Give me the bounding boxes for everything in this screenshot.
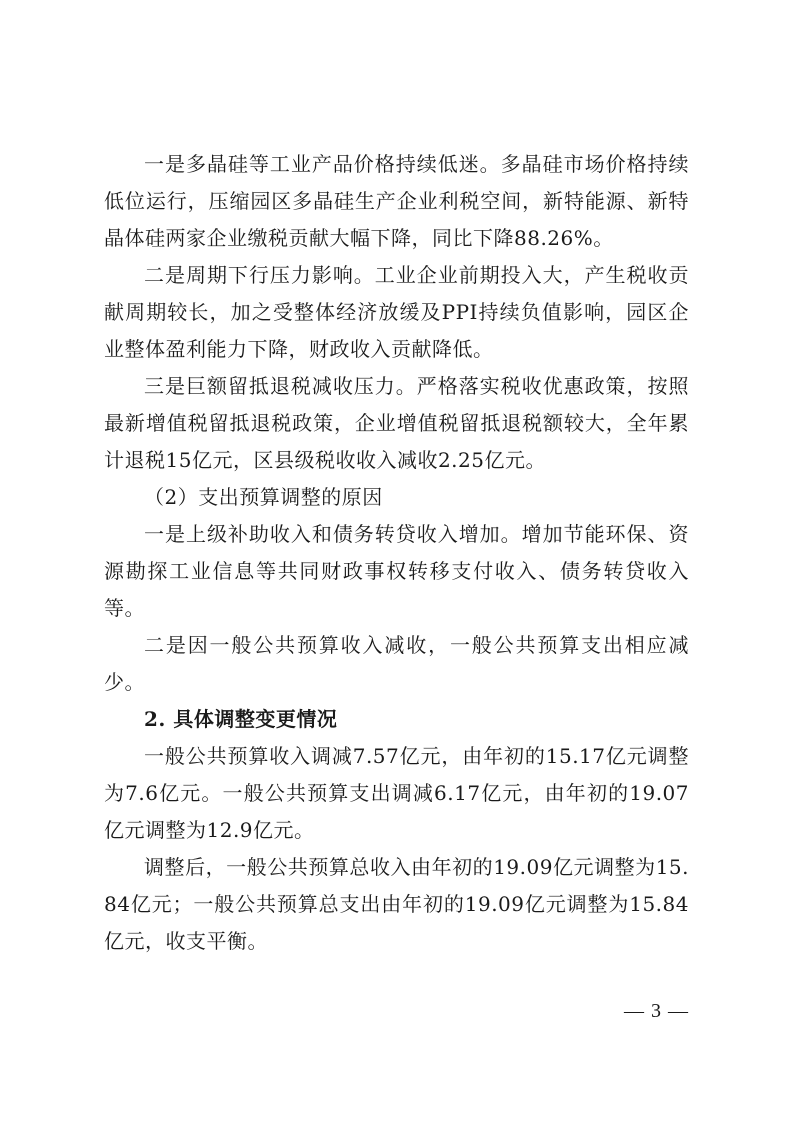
paragraph-budget-adjustment: 一般公共预算收入调减7.57亿元，由年初的15.17亿元调整为7.6亿元。一般公共预算支出调减6.17亿元，由年初的19.07亿元调整为12.9亿元。 [104, 744, 689, 842]
section-heading-adjustment: 2. 具体调整变更情况 [144, 707, 338, 731]
paragraph-expenditure-reduction: 二是因一般公共预算收入减收，一般公共预算支出相应减少。 [104, 633, 689, 694]
paragraph-subsidy-income: 一是上级补助收入和债务转贷收入增加。增加节能环保、资源勘探工业信息等共同财政事权转移支付收入、债务转贷收入等。 [104, 522, 689, 620]
document-body [104, 146, 689, 960]
page-number: — 3 — [624, 1000, 689, 1022]
paragraph-tax-refund: 三是巨额留抵退税减收压力。严格落实税收优惠政策，按照最新增值税留抵退税政策，企业增值税留抵退税额较大，全年累计退税15亿元，区县级税收收入减收2.25亿元。 [104, 374, 689, 472]
paragraph-polysilicon-price: 一是多晶硅等工业产品价格持续低迷。多晶硅市场价格持续低位运行，压缩园区多晶硅生产企业利税空间，新特能源、新特晶体硅两家企业缴税贡献大幅下降，同比下降88.26%。 [104, 152, 689, 250]
subheading-expenditure-reason: （2）支出预算调整的原因 [144, 485, 383, 509]
paragraph-cycle-pressure: 二是周期下行压力影响。工业企业前期投入大，产生税收贡献周期较长，加之受整体经济放缓及PPI持续负值影响，园区企业整体盈利能力下降，财政收入贡献降低。 [104, 263, 689, 361]
paragraph-after-adjustment: 调整后，一般公共预算总收入由年初的19.09亿元调整为15.84亿元；一般公共预算总支出由年初的19.09亿元调整为15.84亿元，收支平衡。 [104, 855, 689, 953]
